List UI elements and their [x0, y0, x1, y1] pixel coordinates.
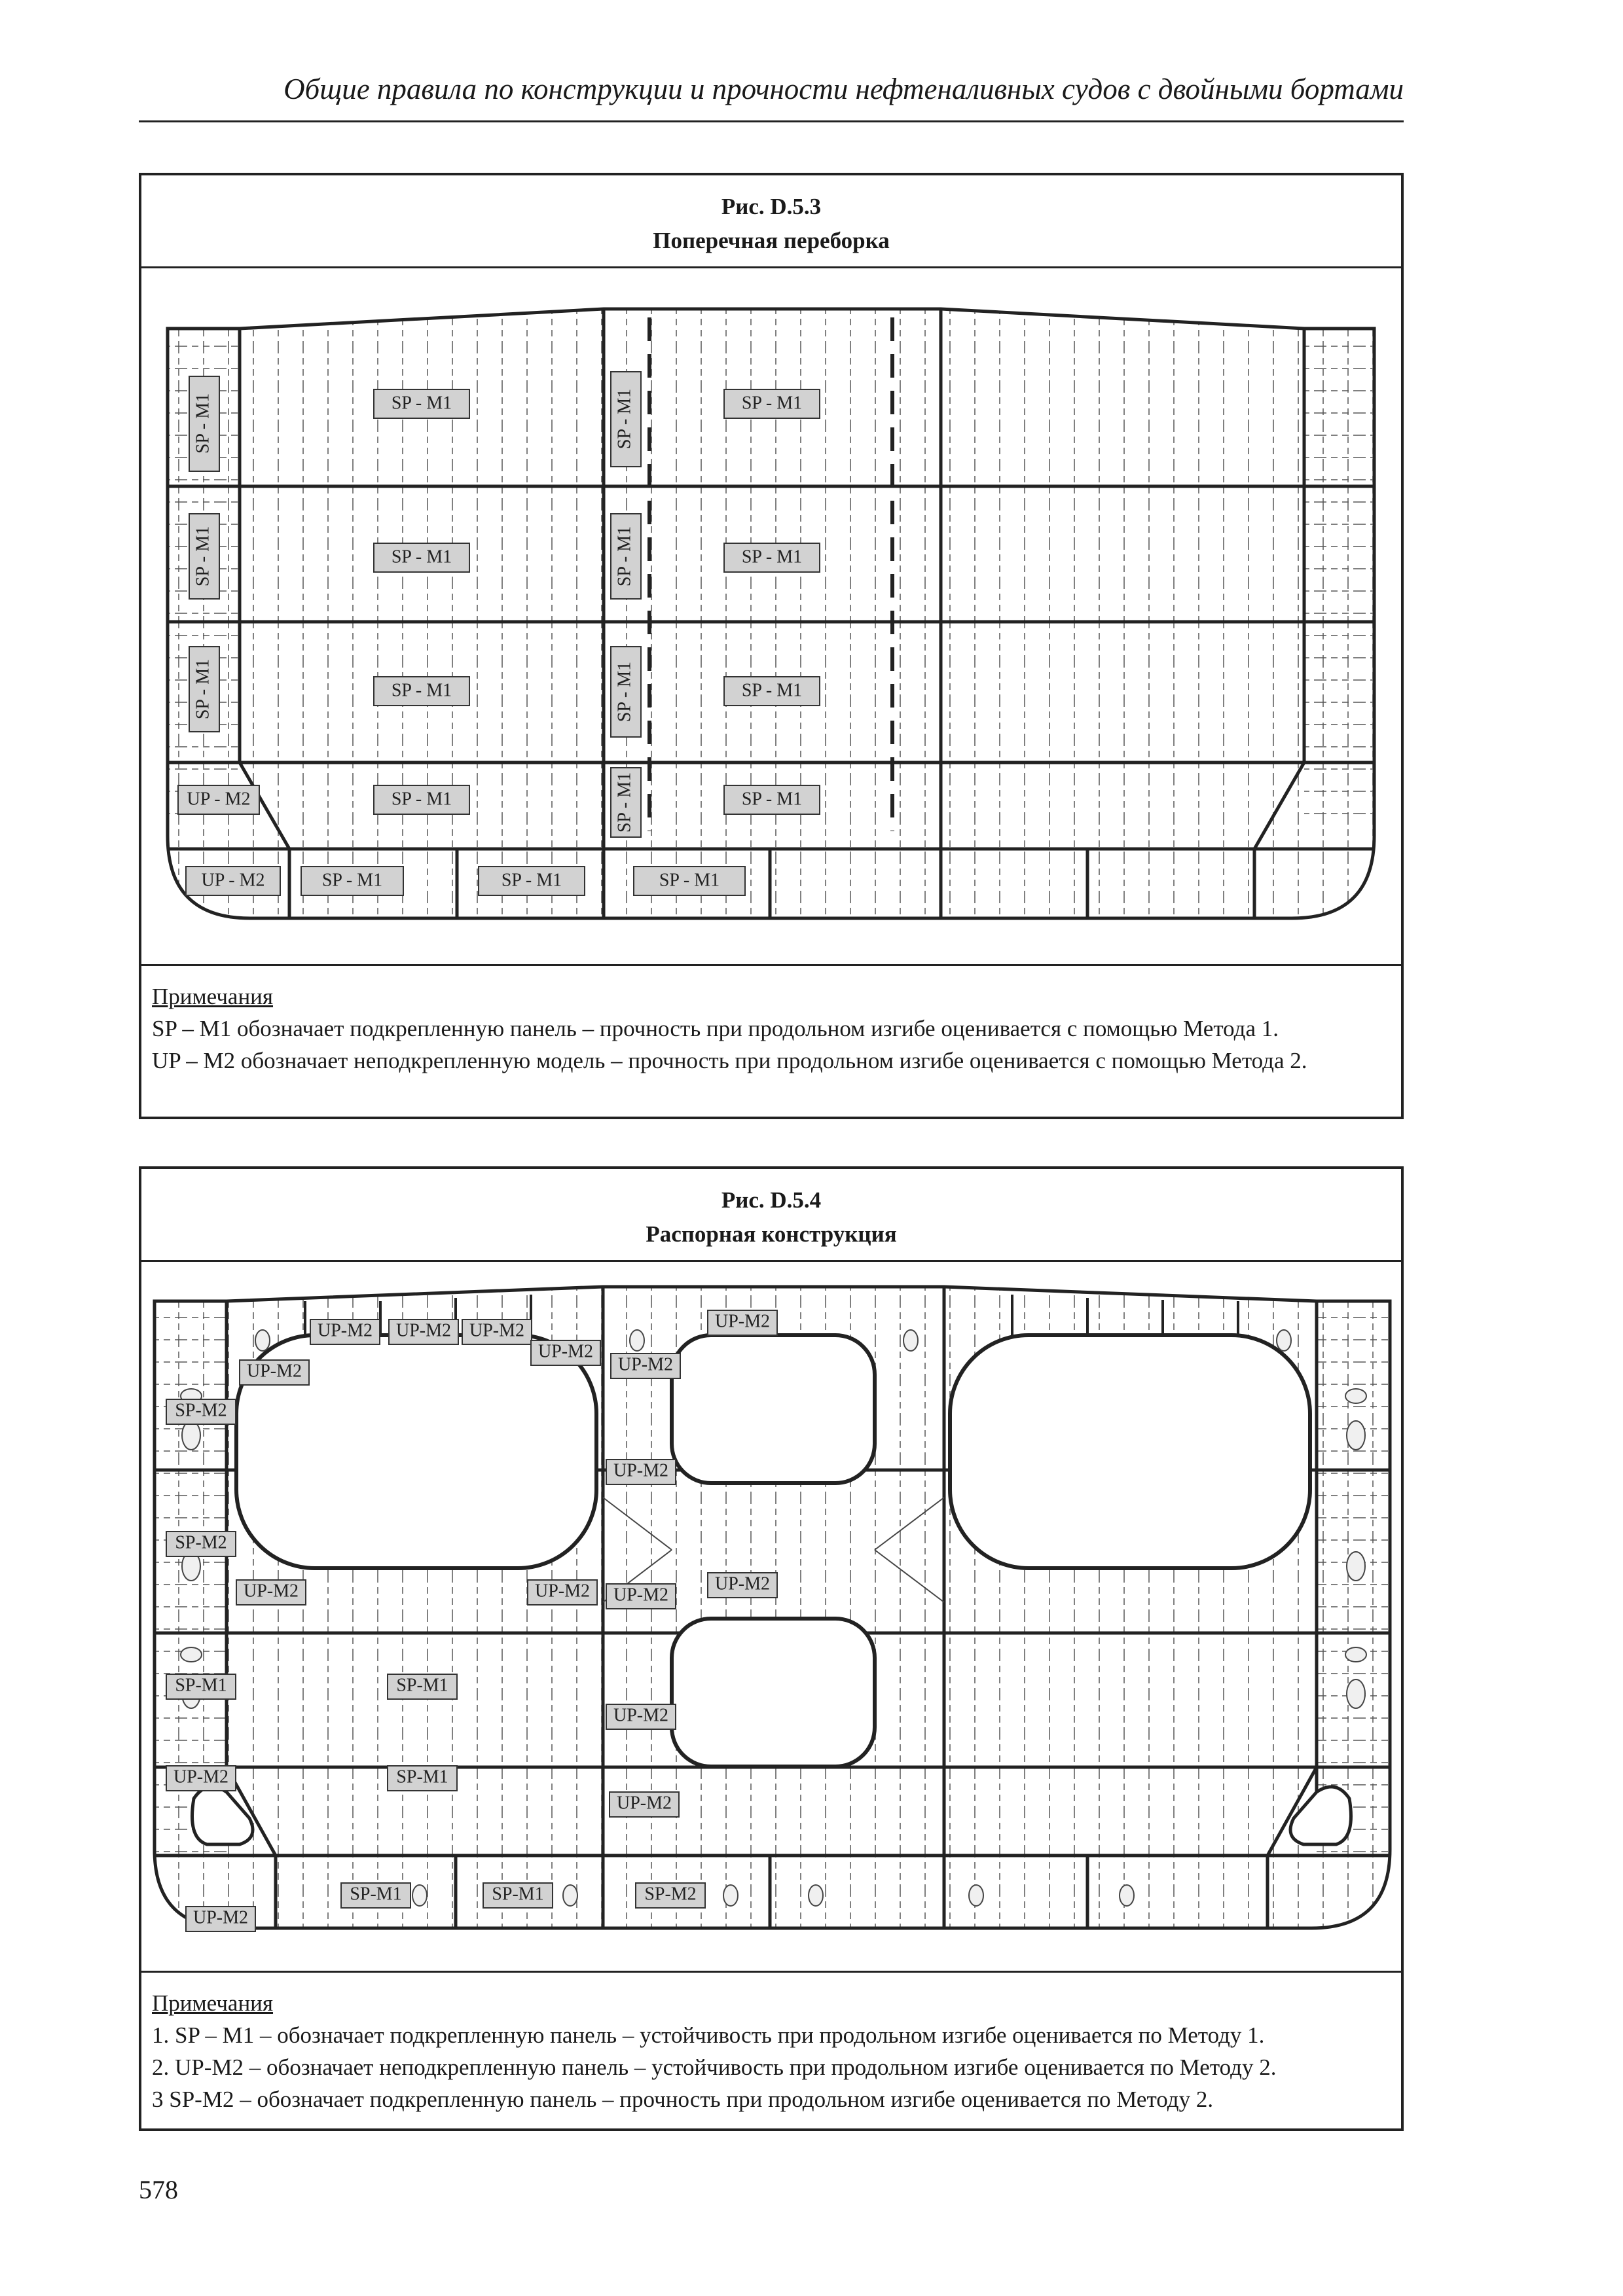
svg-text:SP-M1: SP-M1 [396, 1767, 448, 1787]
lightening-hole [1345, 1389, 1366, 1403]
svg-text:SP - M1: SP - M1 [391, 547, 452, 567]
panel-label-up-m2 [310, 1319, 380, 1344]
figure-d53-caption [141, 175, 1401, 268]
lightening-hole [563, 1885, 577, 1906]
panel-label-up-m2 [528, 1580, 597, 1605]
panel-label-sp-m1 [388, 1766, 457, 1791]
lightening-hole [1347, 1421, 1365, 1450]
svg-text:UP - M2: UP - M2 [187, 789, 251, 810]
lightening-hole [903, 1330, 918, 1351]
note-item: UP – M2 обозначает неподкрепленную модель – прочность при продольном изгибе оценивается с помощью Метода 2. [152, 1048, 1307, 1073]
panel-label-sp-m1 [724, 677, 820, 706]
svg-text:SP-M1: SP-M1 [175, 1675, 227, 1696]
panel-label-sp-m2 [166, 1399, 236, 1424]
panel-label-up-m2 [186, 867, 280, 895]
figure-d54 [139, 1166, 1404, 2131]
panel-label-up-m2 [708, 1573, 777, 1598]
panel-label-up-m2 [606, 1584, 676, 1609]
svg-text:SP - M1: SP - M1 [741, 680, 803, 701]
panel-label-sp-m1 [374, 543, 469, 572]
lightening-hole [1347, 1679, 1365, 1708]
svg-text:UP-M2: UP-M2 [613, 1705, 669, 1726]
panel-label-sp-m1 [611, 768, 641, 837]
panel-label-up-m2 [389, 1319, 458, 1344]
svg-text:UP-M2: UP-M2 [538, 1341, 594, 1362]
svg-text:SP - M1: SP - M1 [192, 526, 213, 587]
panel-label-sp-m1 [479, 867, 585, 895]
svg-text:SP - M1: SP - M1 [391, 680, 452, 701]
svg-text:SP - M1: SP - M1 [614, 772, 635, 833]
panel-label-sp-m2 [166, 1532, 236, 1556]
panel-label-sp-m1 [724, 543, 820, 572]
stbd-side-stiffeners [1304, 331, 1373, 835]
panel-label-up-m2 [610, 1792, 679, 1817]
panel-label-up-m2 [462, 1319, 532, 1344]
bulkhead-diagram [141, 268, 1401, 964]
panel-label-up-m2 [606, 1704, 676, 1729]
centre-opening-lower [672, 1619, 875, 1767]
running-header-title: Общие правила по конструкции и прочности нефтеналивных судов с двойными бортами [283, 73, 1404, 105]
page-number: 578 [139, 2175, 178, 2204]
panel-label-sp-m1 [341, 1883, 410, 1908]
panel-label-sp-m1 [374, 677, 469, 706]
svg-text:SP-M1: SP-M1 [350, 1884, 402, 1905]
centre-opening-upper [672, 1335, 875, 1483]
stbd-side-stiffeners [1317, 1304, 1389, 1860]
figure-d53-diagram [141, 268, 1401, 966]
panel-label-sp-m1 [388, 1674, 457, 1699]
figure-d54-number: Рис. D.5.4 [721, 1187, 822, 1213]
lightening-hole [412, 1885, 427, 1906]
panel-label-sp-m1 [374, 785, 469, 814]
svg-text:UP-M2: UP-M2 [395, 1320, 452, 1341]
panel-label-sp-m2 [636, 1883, 705, 1908]
note-item: 3 SP-M2 – обозначает подкрепленную панель – прочность при продольном изгибе оценивается по Методу 2. [152, 2087, 1214, 2112]
svg-text:UP-M2: UP-M2 [534, 1581, 591, 1602]
svg-text:UP-M2: UP-M2 [246, 1361, 302, 1382]
figure-d54-diagram [141, 1262, 1401, 1973]
svg-text:SP-M1: SP-M1 [396, 1675, 448, 1696]
panel-label-up-m2 [240, 1360, 309, 1385]
panel-label-sp-m1 [374, 389, 469, 418]
svg-text:SP - M1: SP - M1 [659, 870, 720, 891]
svg-text:SP - M1: SP - M1 [192, 393, 213, 454]
panel-label-up-m2 [186, 1907, 255, 1931]
lightening-hole [969, 1885, 983, 1906]
panel-label-up-m2 [236, 1580, 306, 1605]
panel-label-sp-m1 [483, 1883, 553, 1908]
figure-d54-caption [141, 1169, 1401, 1262]
svg-text:UP-M2: UP-M2 [617, 1354, 674, 1375]
svg-text:SP - M1: SP - M1 [741, 789, 803, 810]
svg-text:SP-M2: SP-M2 [644, 1884, 697, 1905]
svg-text:SP - M1: SP - M1 [501, 870, 562, 891]
panel-label-up-m2 [166, 1766, 236, 1791]
panel-label-sp-m1 [724, 389, 820, 418]
lightening-hole [630, 1330, 644, 1351]
svg-text:UP-M2: UP-M2 [616, 1793, 672, 1814]
svg-text:UP-M2: UP-M2 [613, 1460, 669, 1481]
panel-label-sp-m1 [301, 867, 403, 895]
svg-text:SP-M2: SP-M2 [175, 1532, 227, 1553]
panel-label-sp-m1 [611, 514, 641, 599]
svg-text:SP - M1: SP - M1 [391, 393, 452, 414]
note-item: 1. SP – M1 – обозначает подкрепленную панель – устойчивость при продольном изгибе оценивается по Методу 1. [152, 2022, 1265, 2048]
svg-text:UP-M2: UP-M2 [192, 1907, 249, 1928]
svg-text:SP - M1: SP - M1 [741, 547, 803, 567]
notes-title: Примечания [152, 1990, 274, 2016]
panel-label-up-m2 [178, 785, 259, 814]
svg-text:UP-M2: UP-M2 [714, 1573, 771, 1594]
lightening-hole [1277, 1330, 1291, 1351]
figure-d53 [139, 173, 1404, 1119]
svg-text:SP - M1: SP - M1 [614, 661, 635, 723]
svg-text:UP-M2: UP-M2 [243, 1581, 299, 1602]
panel-label-up-m2 [611, 1354, 680, 1378]
panel-label-sp-m1 [634, 867, 745, 895]
panel-label-up-m2 [606, 1460, 676, 1484]
lightening-hole [182, 1421, 200, 1450]
note-item: 2. UP-M2 – обозначает неподкрепленную панель – устойчивость при продольном изгибе оценивается по Методу 2. [152, 2054, 1277, 2080]
wing-opening-stbd [950, 1335, 1310, 1568]
panel-label-sp-m1 [611, 372, 641, 467]
svg-text:SP - M1: SP - M1 [192, 658, 213, 720]
svg-text:SP - M1: SP - M1 [391, 789, 452, 810]
figure-d53-notes [141, 966, 1401, 1077]
svg-text:UP - M2: UP - M2 [201, 870, 265, 891]
svg-text:SP - M1: SP - M1 [741, 393, 803, 414]
svg-text:UP-M2: UP-M2 [613, 1585, 669, 1605]
figure-d53-title: Поперечная переборка [653, 228, 890, 253]
panel-label-sp-m1 [166, 1674, 236, 1699]
panel-label-sp-m1 [189, 647, 219, 732]
lightening-hole [1347, 1552, 1365, 1581]
lightening-hole [1345, 1647, 1366, 1662]
panel-label-sp-m1 [189, 514, 219, 599]
svg-text:SP-M1: SP-M1 [492, 1884, 544, 1905]
panel-label-sp-m1 [189, 376, 219, 471]
svg-text:UP-M2: UP-M2 [469, 1320, 525, 1341]
svg-text:UP-M2: UP-M2 [714, 1311, 771, 1332]
panel-label-sp-m1 [724, 785, 820, 814]
lightening-hole [255, 1330, 270, 1351]
lightening-hole [1120, 1885, 1134, 1906]
cross-tie-diagram [141, 1262, 1401, 1971]
panel-label-up-m2 [531, 1340, 600, 1365]
svg-text:SP-M2: SP-M2 [175, 1400, 227, 1421]
svg-text:UP-M2: UP-M2 [317, 1320, 373, 1341]
panel-label-up-m2 [708, 1310, 777, 1335]
figure-d53-number: Рис. D.5.3 [721, 194, 822, 219]
svg-text:SP - M1: SP - M1 [614, 388, 635, 450]
svg-text:UP-M2: UP-M2 [173, 1767, 229, 1787]
svg-text:SP - M1: SP - M1 [614, 526, 635, 587]
note-item: SP – M1 обозначает подкрепленную панель – прочность при продольном изгибе оценивается с помощью Метода 1. [152, 1016, 1279, 1041]
lightening-hole [723, 1885, 738, 1906]
lightening-hole [809, 1885, 823, 1906]
panel-label-sp-m1 [611, 647, 641, 737]
figure-d54-title: Распорная конструкция [646, 1221, 897, 1247]
lightening-hole [181, 1647, 202, 1662]
figure-d54-notes [141, 1973, 1401, 2115]
svg-text:SP - M1: SP - M1 [321, 870, 383, 891]
running-header [139, 71, 1404, 122]
notes-title: Примечания [152, 984, 274, 1009]
